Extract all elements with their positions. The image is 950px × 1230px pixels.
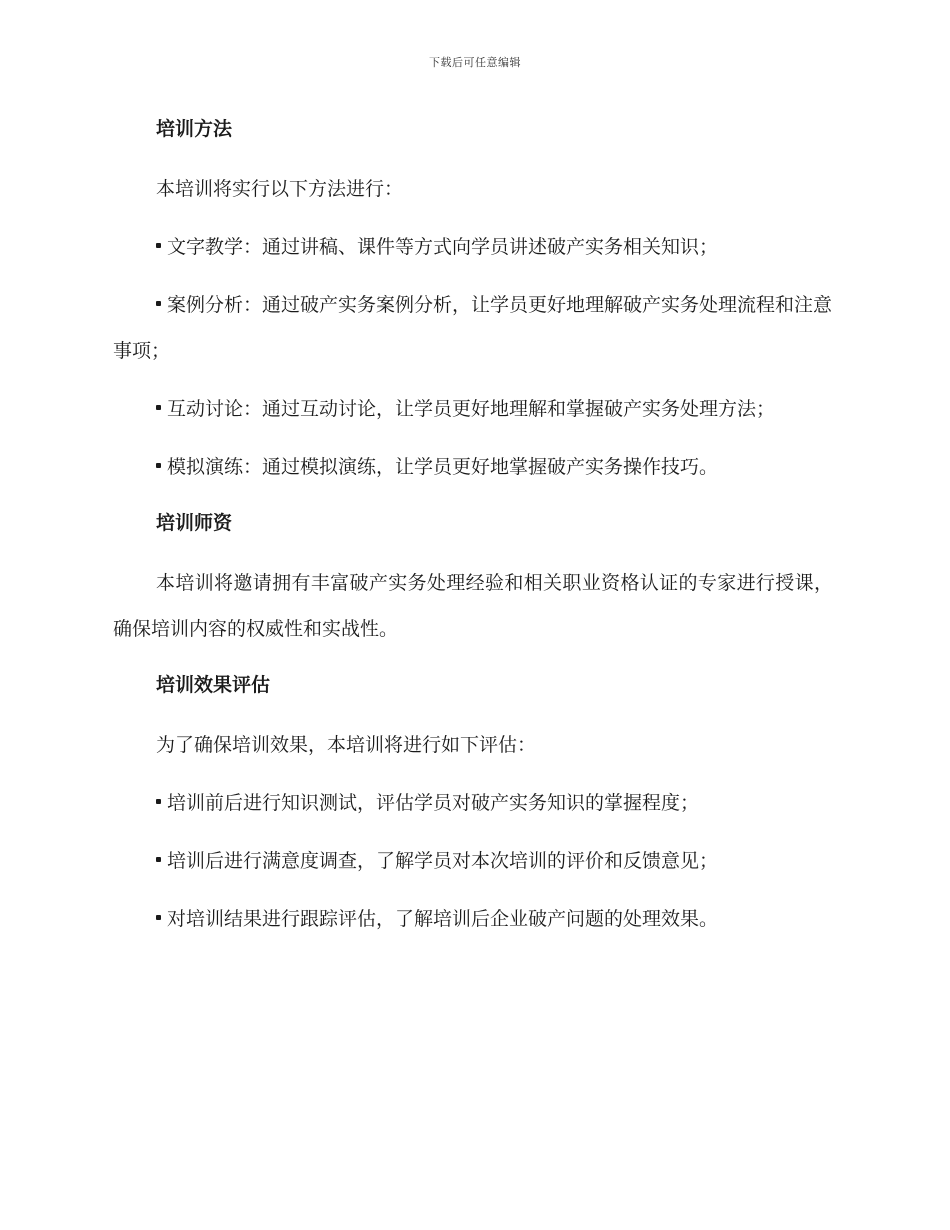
list-item — [113, 780, 833, 826]
bullet-icon — [156, 915, 161, 920]
list-item-text: 文字教学：通过讲稿、课件等方式向学员讲述破产实务相关知识； — [167, 236, 719, 258]
list-item-text: 对培训结果进行跟踪评估，了解培训后企业破产问题的处理效果。 — [167, 908, 719, 930]
list-item-text: 培训前后进行知识测试，评估学员对破产实务知识的掌握程度； — [167, 792, 700, 814]
list-item — [113, 282, 833, 374]
section-title-evaluation: 培训效果评估 — [156, 674, 271, 696]
evaluation-list — [113, 780, 833, 942]
list-item-text: 培训后进行满意度调查，了解学员对本次培训的评价和反馈意见； — [167, 850, 719, 872]
list-item — [113, 386, 833, 432]
evaluation-intro: 为了确保培训效果，本培训将进行如下评估： — [156, 734, 537, 756]
bullet-icon — [156, 463, 161, 468]
list-item-text: 模拟演练：通过模拟演练，让学员更好地掌握破产实务操作技巧。 — [167, 456, 719, 478]
section-title-methods: 培训方法 — [156, 118, 233, 140]
bullet-icon — [156, 799, 161, 804]
list-item — [113, 444, 833, 490]
bullet-icon — [156, 301, 161, 306]
bullet-icon — [156, 857, 161, 862]
bullet-icon — [156, 243, 161, 248]
methods-list — [113, 224, 833, 490]
list-item — [113, 224, 833, 270]
bullet-icon — [156, 405, 161, 410]
header-note: 下载后可任意编辑 — [429, 56, 521, 69]
list-item — [113, 896, 833, 942]
list-item-text: 互动讨论：通过互动讨论，让学员更好地理解和掌握破产实务处理方法； — [167, 398, 776, 420]
faculty-body: 本培训将邀请拥有丰富破产实务处理经验和相关职业资格认证的专家进行授课，确保培训内容的权威性和实战性。 — [113, 572, 833, 640]
list-item-text: 案例分析：通过破产实务案例分析，让学员更好地理解破产实务处理流程和注意事项； — [113, 294, 833, 362]
document-body — [113, 108, 833, 954]
methods-intro: 本培训将实行以下方法进行： — [156, 178, 404, 200]
section-title-faculty: 培训师资 — [156, 512, 233, 534]
list-item — [113, 838, 833, 884]
